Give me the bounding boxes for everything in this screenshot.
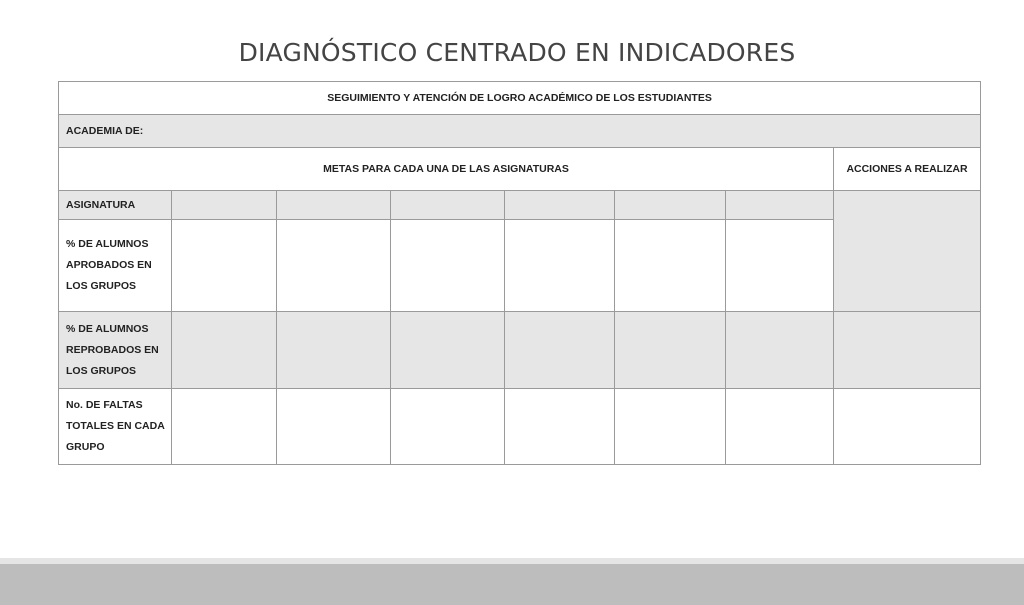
table-cell[interactable] — [505, 312, 615, 389]
table-cell[interactable] — [391, 220, 505, 312]
asignatura-cell[interactable] — [726, 191, 834, 220]
asignatura-cell[interactable] — [277, 191, 391, 220]
row-label-reprobados: % DE ALUMNOS REPROBADOS EN LOS GRUPOS — [59, 312, 172, 389]
table-cell[interactable] — [726, 312, 834, 389]
table-cell[interactable] — [277, 220, 391, 312]
footer-band — [0, 558, 1024, 605]
acciones-header: ACCIONES A REALIZAR — [834, 148, 981, 191]
table-cell[interactable] — [505, 220, 615, 312]
asignatura-cell[interactable] — [172, 191, 277, 220]
table-cell[interactable] — [172, 220, 277, 312]
indicators-table — [58, 81, 981, 465]
row-label-faltas: No. DE FALTAS TOTALES EN CADA GRUPO — [59, 389, 172, 465]
table-cell[interactable] — [615, 312, 726, 389]
table-cell[interactable] — [172, 312, 277, 389]
table-cell[interactable] — [615, 220, 726, 312]
table-cell[interactable] — [391, 389, 505, 465]
asignatura-cell[interactable] — [615, 191, 726, 220]
row-label-aprobados: % DE ALUMNOS APROBADOS EN LOS GRUPOS — [59, 220, 172, 312]
asignatura-cell[interactable] — [505, 191, 615, 220]
table-cell[interactable] — [277, 389, 391, 465]
table-cell[interactable] — [726, 220, 834, 312]
acciones-cell[interactable] — [834, 191, 981, 312]
asignatura-label: ASIGNATURA — [59, 191, 172, 220]
table-header: SEGUIMIENTO Y ATENCIÓN DE LOGRO ACADÉMICO DE LOS ESTUDIANTES — [59, 82, 981, 115]
table-cell[interactable] — [391, 312, 505, 389]
page-title: DIAGNÓSTICO CENTRADO EN INDICADORES — [238, 38, 796, 67]
table-cell[interactable] — [172, 389, 277, 465]
acciones-cell[interactable] — [834, 389, 981, 465]
table-cell[interactable] — [505, 389, 615, 465]
acciones-cell[interactable] — [834, 312, 981, 389]
asignatura-cell[interactable] — [391, 191, 505, 220]
academia-cell[interactable]: ACADEMIA DE: — [59, 115, 981, 148]
table-cell[interactable] — [277, 312, 391, 389]
footer-band-highlight — [0, 558, 1024, 564]
table-cell[interactable] — [615, 389, 726, 465]
metas-header: METAS PARA CADA UNA DE LAS ASIGNATURAS — [59, 148, 834, 191]
table-cell[interactable] — [726, 389, 834, 465]
